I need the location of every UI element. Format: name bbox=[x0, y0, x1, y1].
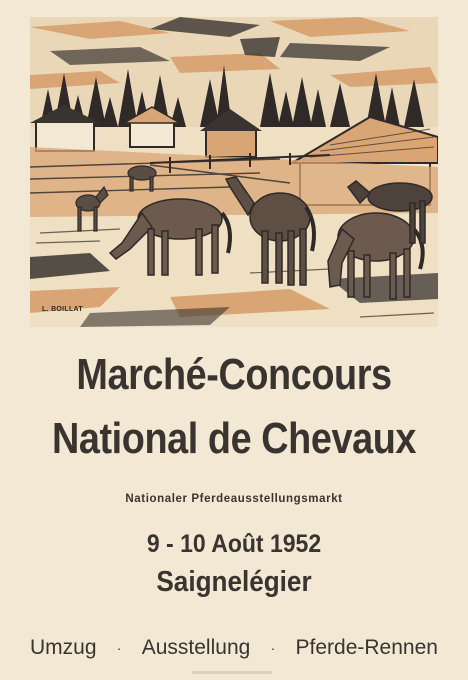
poster-title-line-1: Marché-Concours bbox=[76, 350, 392, 399]
poster-subtitle: Nationaler Pferdeausstellungsmarkt bbox=[125, 493, 343, 505]
event-item-ausstellung: Ausstellung bbox=[141, 636, 251, 659]
printer-imprint-mark bbox=[192, 671, 272, 674]
illustration-svg bbox=[30, 17, 438, 327]
woodcut-horses-illustration bbox=[30, 17, 438, 327]
event-date: 9 - 10 Août 1952 bbox=[146, 530, 322, 558]
event-item-umzug: Umzug bbox=[30, 636, 97, 659]
poster-title-line-2: National de Chevaux bbox=[51, 414, 417, 463]
event-list bbox=[30, 636, 438, 660]
separator-dot: · bbox=[270, 640, 276, 656]
event-item-pferde-rennen: Pferde-Rennen bbox=[295, 636, 438, 659]
event-location: Saignelégier bbox=[156, 566, 312, 598]
artist-signature: L. BOILLAT bbox=[42, 306, 83, 313]
separator-dot: · bbox=[116, 640, 122, 656]
